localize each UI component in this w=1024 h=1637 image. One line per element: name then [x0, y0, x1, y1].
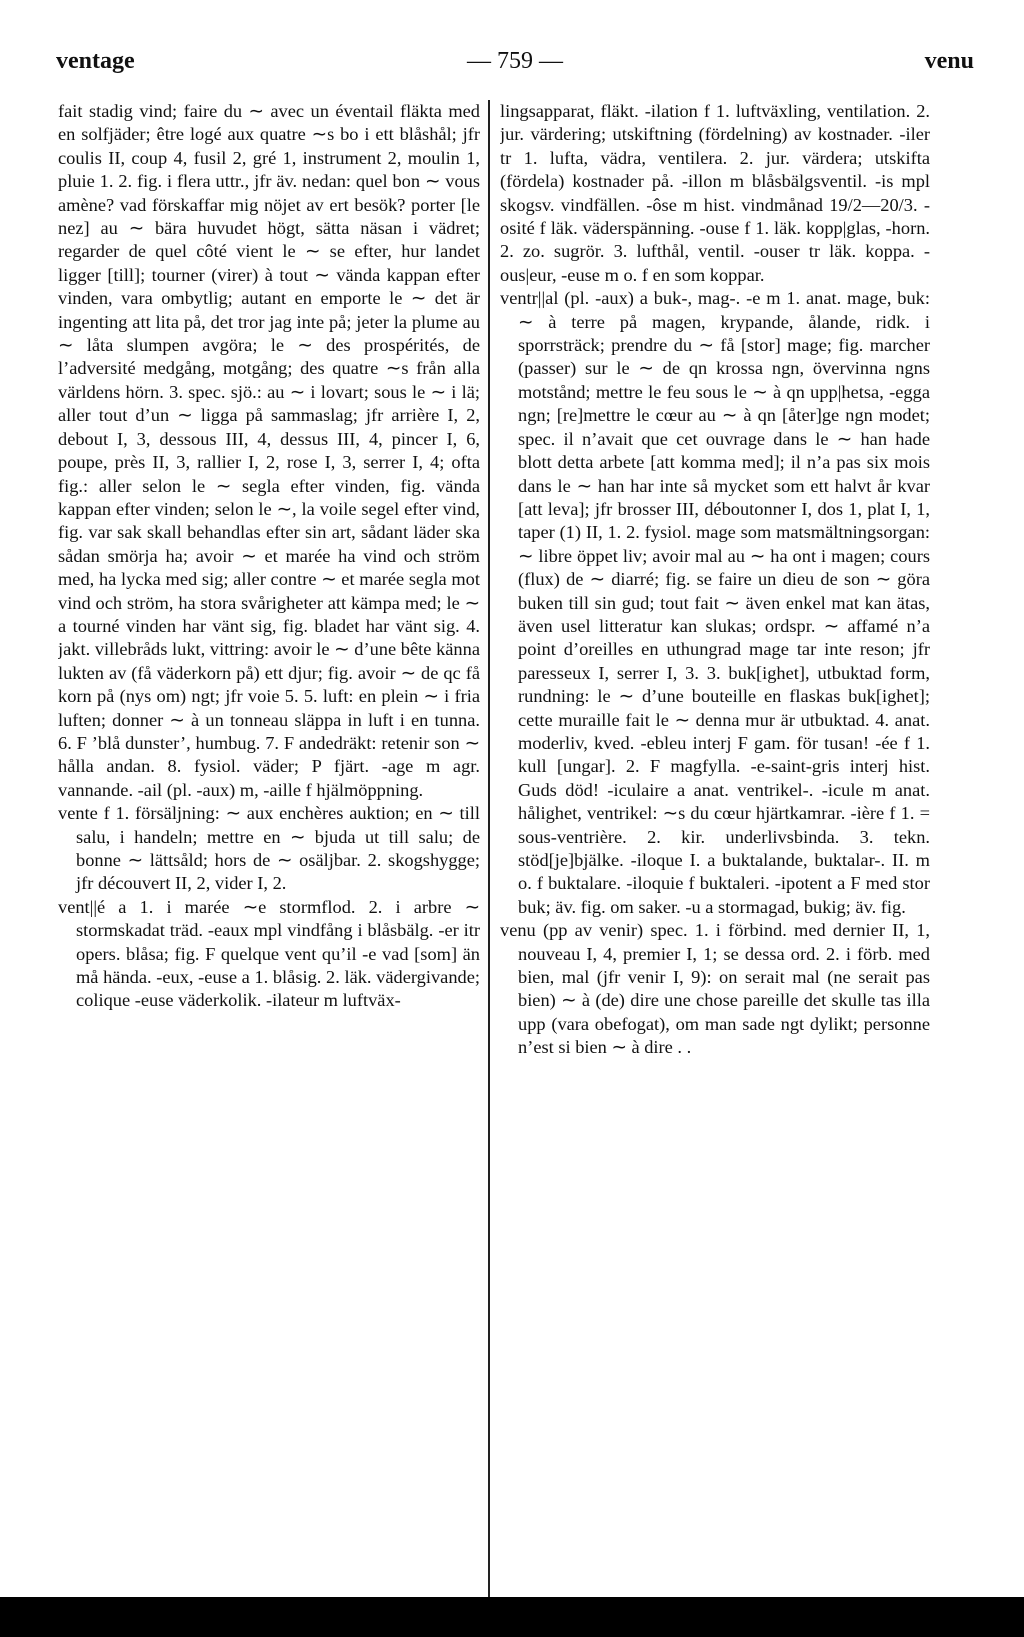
- column-divider: [488, 100, 490, 1600]
- left-entry-continuation: fait stadig vind; faire du ∼ avec un éventail fläkta med en solfjäder; être logé aux quatre ∼s bo i ett blåshål; jfr coulis II, coup 4, fusil 2, gré 1, instrument 2, moulin 1, pluie 1. 2. fig. i flera uttr., jfr äv. nedan: quel bon ∼ vous amène? vad förskaffar mig nöjet av ert besök? porter [le nez] au ∼ bära huvudet högt, sätta näsan i vädret; regarder de quel côté vient le ∼ se efter, hur landet ligger [till]; tourner (virer) à tout ∼ vända kappan efter vinden, vara ombytlig; autant en emporte le ∼ det är ingenting att lita på, det tror jag inte på; jeter la plume au ∼ låta slumpen avgöra; le ∼ des prospérités, de l’adversité medgång, motgång; des quatre ∼s från alla världens hörn. 3. spec. sjö.: au ∼ i lovart; sous le ∼ i lä; aller tout d’un ∼ ligga på sammaslag; jfr arrière I, 2, debout I, 3, dessous III, 4, dessus III, 4, pincer I, 6, poupe, près II, 3, rallier I, 2, rose I, 3, serrer I, 4; ofta fig.: aller selon le ∼ segla efter vinden, fig. vända kappan efter vinden; selon le ∼, la voile segel efter vind, fig. var sak skall behandlas efter sin art, sådant läder ska sådan smörja ha; avoir ∼ et marée ha vind och ström med, ha lycka med sig; aller contre ∼ et marée segla mot vind och ström, ha stora svårigheter att kämpa med; le ∼ a tourné vinden har vänt sig, fig. bladet har vänt sig. 4. jakt. villebråds lukt, vittring: avoir le ∼ d’une bête känna lukten av (få väderkorn på) ett djur; fig. avoir ∼ de qc få korn på (nys om) ngt; jfr voie 5. 5. luft: en plein ∼ i fria luften; donner ∼ à un tonneau släppa in luft i en tunna. 6. F ’blå dunster’, humbug. 7. F andedräkt: retenir son ∼ hålla andan. 8. fysiol. väder; P fjärt. -age m agr. vannande. -ail (pl. -aux) m, -aille f hjälmöppning.: [58, 101, 480, 800]
- page-header: [56, 48, 974, 84]
- page-number: — 759 —: [467, 48, 563, 74]
- entry-vente: vente f 1. försäljning: ∼ aux enchères auktion; en ∼ till salu, i handeln; mettre en ∼ bjuda ut till salu; de bonne ∼ lättsåld; hors de ∼ osäljbar. 2. skogshygge; jfr découvert II, 2, vider I, 2.: [58, 803, 480, 894]
- entry-ventral: ventr||al (pl. -aux) a buk-, mag-. -e m 1. anat. mage, buk: ∼ à terre på magen, krypande, ålande, ridk. i sporrsträck; prendre du ∼ få [stor] mage; fig. marcher (passer) sur le ∼ de qn krossa ngn, övervinna ngns motstånd; mettre le feu sous le ∼ à qn upp|hetsa, -egga ngn; [re]mettre le cœur au ∼ à qn [åter]ge ngn modet; spec. il n’avait que cet ouvrage dans le ∼ han hade blott detta arbete [att komma med]; il n’a pas six mois dans le ∼ han har inte så mycket som ett halvt år kvar [att leva]; jfr brosser III, déboutonner I, dos 1, plat I, 1, taper (1) II, 1. 2. fysiol. mage som matsmältningsorgan: ∼ libre öppet liv; avoir mal au ∼ ha ont i magen; cours (flux) de ∼ diarré; fig. se faire un dieu de son ∼ göra buken till sin gud; tout fait ∼ även enkel mat kan ätas, även usel litteratur kan slukas; ordspr. ∼ affamé n’a point d’oreilles en uthungrad mage tar inte reson; jfr paresseux I, serrer I, 3. 3. buk[ighet], utbuktad form, rundning: le ∼ d’une bouteille en flaskas buk[ighet]; cette muraille fait le ∼ denna mur är utbuktad. 4. anat. moderliv, kved. -ebleu interj F gam. för tusan! -ée f 1. kull [ungar]. 2. F magfylla. -e-saint-gris interj hist. Guds död! -iculaire a anat. ventrikel-. -icule m anat. hålighet, ventrikel: ∼s du cœur hjärtkamrar. -ière f 1. = sous-ventrière. 2. kir. underlivsbinda. 3. tekn. stöd[je]bjälke. -iloque I. a buktalande, buktalar-. II. m o. f buktalare. -iloquie f buktaleri. -ipotent a F med stor buk; äv. fig. om saker. -u a stormagad, bukig; äv. fig.: [500, 288, 930, 917]
- entry-venu: venu (pp av venir) spec. 1. i förbind. med dernier II, 1, nouveau I, 4, premier I, 1; se dessa ord. 2. i förb. med bien, mal (jfr venir I, 9): on serait mal (ne serait pas bien) ∼ à (de) dire une chose pareille det skulle tas illa upp (vara obefogat), om man sade ngt dylikt; personne n’est si bien ∼ à dire . .: [500, 920, 930, 1058]
- header-left-guide-word: ventage: [56, 48, 135, 74]
- entry-vente-compounds: vent||é a 1. i marée ∼e stormflod. 2. i arbre ∼ stormskadat träd. -eaux mpl vindfång i blåsbälg. -er itr opers. blåsa; fig. F quelque vent qu’il -e vad [som] än må hända. -eux, -euse a 1. blåsig. 2. läk. vädergivande; colique -euse väderkolik. -ilateur m luftväx-: [58, 896, 480, 1011]
- right-column: [500, 100, 930, 1600]
- right-entry-continuation: lingsapparat, fläkt. -ilation f 1. luftväxling, ventilation. 2. jur. värdering; utskiftning (fördelning) av kostnader. -iler tr 1. lufta, vädra, ventilera. 2. jur. värdera; utskifta (fördela) kostnader på. -illon m blåsbälgsventil. -is mpl skogsv. vindfällen. -ôse m hist. vindmånad 19/2—20/3. -osité f läk. väderspänning. -ouse f 1. läk. kopp|glas, -horn. 2. zo. sugrör. 3. lufthål, ventil. -ouser tr läk. koppa. -ous|eur, -euse m o. f en som koppar.: [500, 101, 930, 285]
- header-right-guide-word: venu: [924, 48, 974, 74]
- left-column: [58, 100, 480, 1600]
- scan-bottom-border: [0, 1597, 1024, 1637]
